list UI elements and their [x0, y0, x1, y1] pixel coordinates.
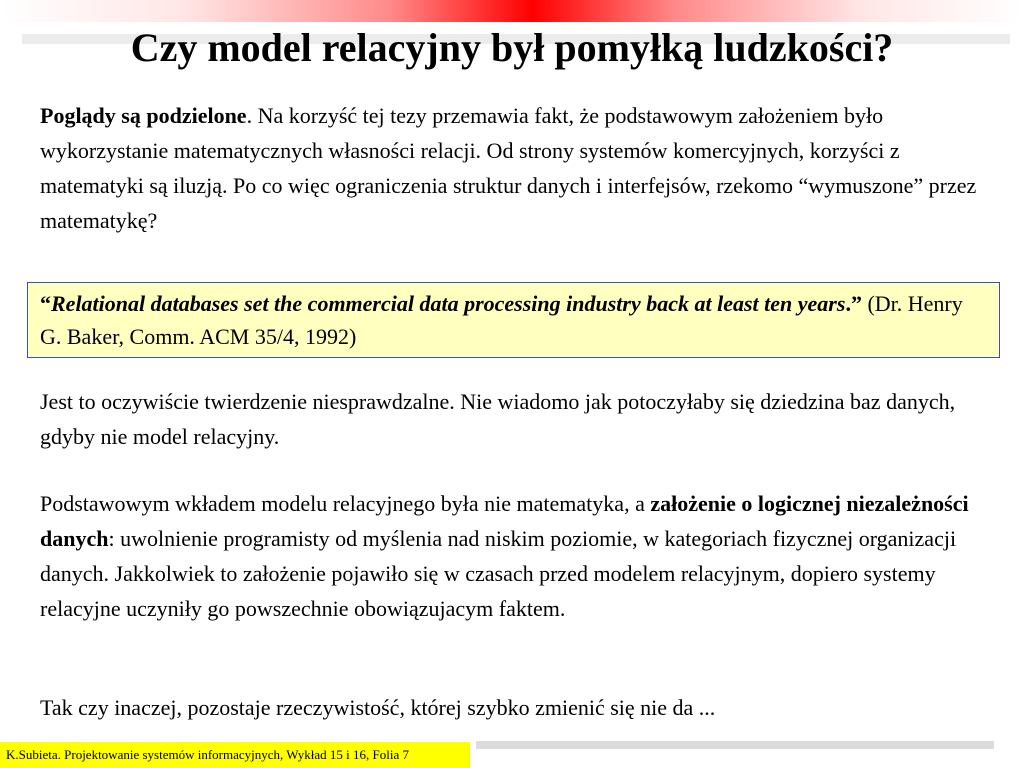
- paragraph-conclusion: Tak czy inaczej, pozostaje rzeczywistość, której szybko zmienić się nie da ...: [40, 695, 716, 720]
- contribution-bold: założenie o logicznej niezależności danych: [40, 491, 969, 551]
- quote-citation: (Dr. Henry G. Baker, Comm. ACM 35/4, 1992): [40, 291, 963, 349]
- intro-bold-lead: Poglądy są podzielone: [40, 103, 247, 128]
- quote-open-mark: “: [40, 291, 51, 316]
- paragraph-intro: [40, 98, 990, 238]
- contribution-post: : uwolnienie programisty od myślenia nad niskim poziomie, w kategoriach fizycznej organizacji danych. Jakkolwiek to założenie pojawiło się w czasach przed modelem relacyjnym, dopiero systemy relacyjne uczyniły go powszechnie obowiązujacym faktem.: [40, 526, 957, 621]
- slide-title: Czy model relacyjny był pomyłką ludzkości?: [130, 25, 894, 70]
- quote-text: Relational databases set the commercial data processing industry back at least ten years: [51, 291, 846, 316]
- contribution-pre: Podstawowym wkładem modelu relacyjnego była nie matematyka, a: [40, 491, 651, 516]
- footer-gray-bar: [476, 741, 994, 749]
- paragraph-untestable: Jest to oczywiście twierdzenie niesprawdzalne. Nie wiadomo jak potoczyłaby się dziedzina baz danych, gdyby nie model relacyjny.: [40, 389, 956, 449]
- top-gradient-band: [0, 0, 1024, 22]
- quote-close-mark: .”: [845, 291, 862, 316]
- intro-text: . Na korzyść tej tezy przemawia fakt, że podstawowym założeniem było wykorzystanie matematycznych własności relacji. Od strony systemów komercyjnych, korzyści z matematyki są iluzją. Po co więc ograniczenia struktur danych i interfejsów, rzekomo “wymuszone” przez matematykę?: [40, 103, 977, 233]
- footer-caption: K.Subieta. Projektowanie systemów informacyjnych, Wykład 15 i 16, Folia 7: [0, 742, 470, 768]
- quote-box: [27, 282, 1000, 358]
- paragraph-contribution: [40, 486, 990, 626]
